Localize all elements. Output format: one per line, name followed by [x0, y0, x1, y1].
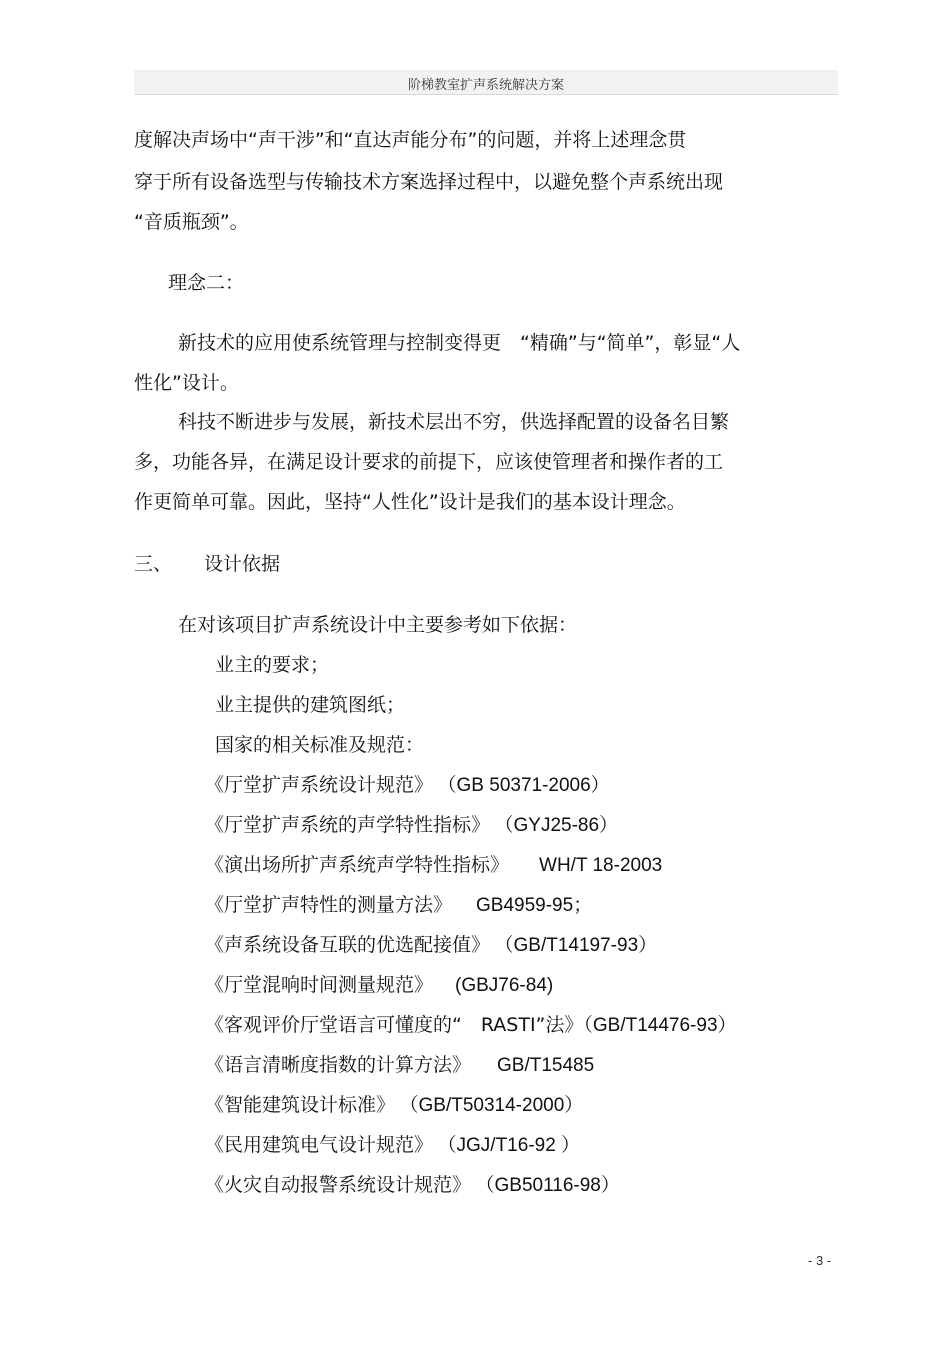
standard-name: 《客观评价厅堂语言可懂度的“ RASTI”法》	[205, 1014, 584, 1036]
standard-name: 《演出场所扩声系统声学特性指标》	[205, 854, 510, 876]
standard-name: 《厅堂扩声系统的声学特性指标》	[205, 814, 491, 836]
standard-code: （JGJ/T16-92 ）	[447, 1135, 581, 1156]
standard-name: 《声系统设备互联的优选配接值》	[205, 934, 491, 956]
standard-name: 《语言清晰度指数的计算方法》	[205, 1054, 472, 1076]
standard-code: GB4959-95；	[476, 895, 593, 916]
basis-item: 业主的要求；	[215, 654, 330, 676]
standard-code: （GB/T14197-93）	[504, 935, 658, 956]
standard-name: 《厅堂扩声系统设计规范》	[205, 774, 434, 796]
standard-name: 《民用建筑电气设计规范》	[205, 1134, 434, 1156]
standard-item	[205, 892, 592, 919]
section-title: 设计依据	[204, 553, 281, 575]
section-number: 三、	[134, 553, 173, 575]
paragraph-line: 多，功能各异，在满足设计要求的前提下，应该使管理者和操作者的工	[134, 451, 724, 473]
standard-item	[205, 1172, 620, 1199]
page-number: - 3 -	[808, 1253, 832, 1268]
standard-code: （GB/T50314-2000）	[409, 1095, 584, 1116]
standard-item	[205, 972, 553, 999]
standard-code: （GB 50371-2006）	[447, 775, 610, 796]
standard-item	[205, 932, 657, 959]
standard-item	[205, 852, 662, 879]
standard-item	[205, 772, 610, 799]
paragraph-line: 性化”设计。	[134, 372, 239, 394]
standard-name: 《智能建筑设计标准》	[205, 1094, 396, 1116]
standard-code: WH/T 18-2003	[539, 855, 663, 876]
paragraph-line: 度解决声场中“声干涉”和“直达声能分布”的问题，并将上述理念贯	[134, 129, 687, 151]
paragraph-line: “音质瓶颈”。	[134, 211, 249, 233]
standard-name: 《火灾自动报警系统设计规范》	[205, 1174, 472, 1196]
standard-name: 《厅堂混响时间测量规范》	[205, 974, 434, 996]
header-title: 阶梯教室扩声系统解决方案	[407, 78, 564, 93]
paragraph-line: 作更简单可靠。因此，坚持“人性化”设计是我们的基本设计理念。	[134, 491, 686, 513]
standard-code: （GB50116-98）	[485, 1175, 620, 1196]
standard-item	[205, 1012, 737, 1039]
standard-item	[205, 1052, 594, 1079]
basis-intro: 在对该项目扩声系统设计中主要参考如下依据：	[178, 614, 578, 636]
standard-code: （GB/T14476-93）	[583, 1015, 737, 1036]
standard-code: (GBJ76-84)	[455, 975, 554, 996]
concept-two-title: 理念二：	[168, 272, 245, 294]
standard-code: GB/T15485	[497, 1055, 595, 1076]
paragraph-line: 新技术的应用使系统管理与控制变得更 “精确”与“简单”，彰显“人	[178, 332, 741, 354]
standard-name: 《厅堂扩声特性的测量方法》	[205, 894, 453, 916]
basis-item: 国家的相关标准及规范：	[215, 734, 425, 756]
page-header	[134, 70, 838, 95]
basis-item: 业主提供的建筑图纸；	[215, 694, 406, 716]
standard-item	[205, 1092, 583, 1119]
standard-item	[205, 1132, 580, 1159]
standard-item	[205, 812, 618, 839]
standard-code: （GYJ25-86）	[504, 815, 619, 836]
paragraph-line: 穿于所有设备选型与传输技术方案选择过程中，以避免整个声系统出现	[134, 171, 724, 193]
paragraph-line: 科技不断进步与发展，新技术层出不穷，供选择配置的设备名目繁	[178, 411, 730, 433]
